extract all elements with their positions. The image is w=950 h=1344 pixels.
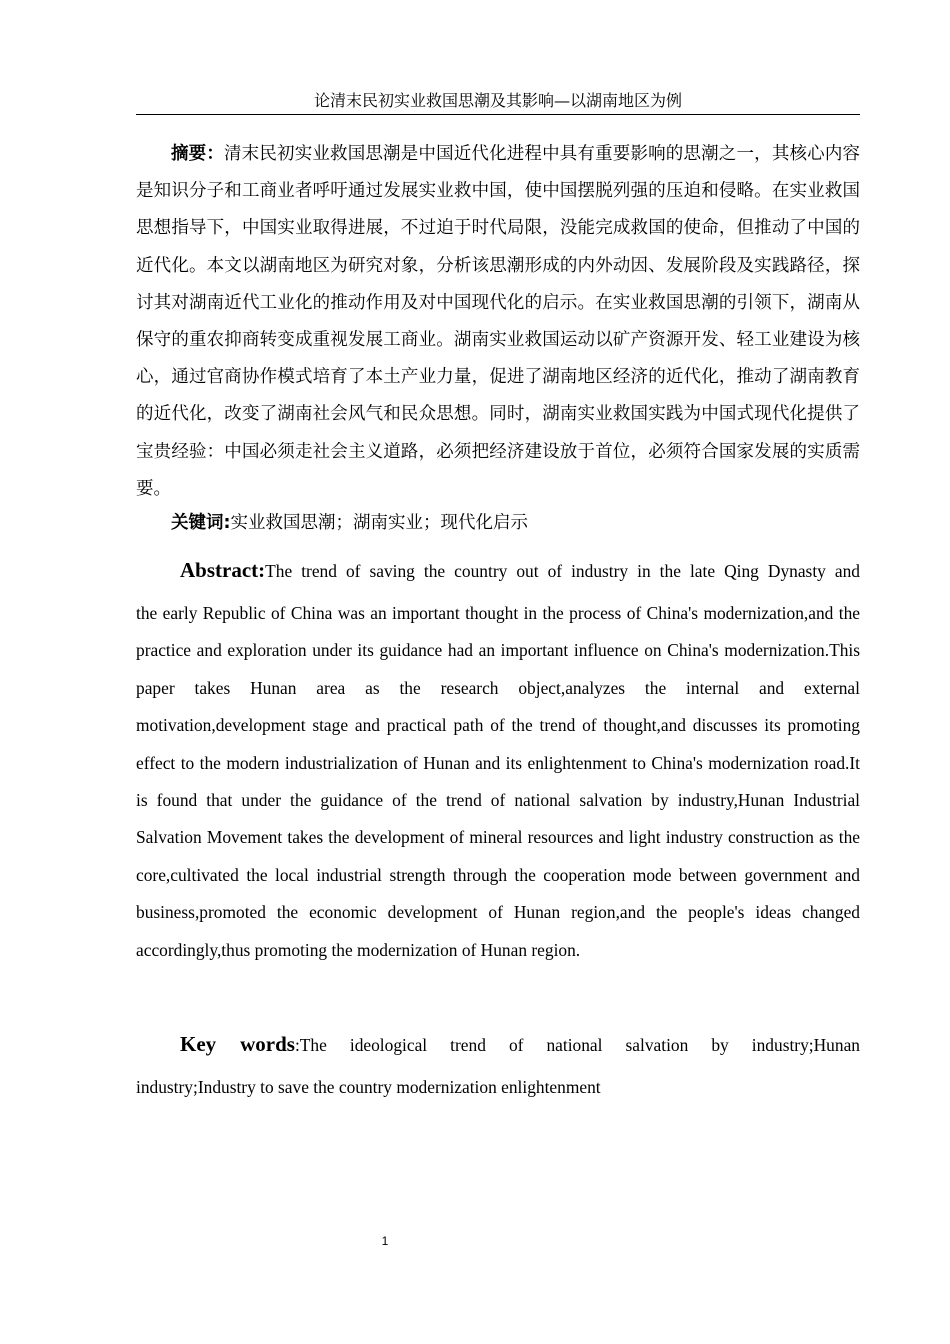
english-abstract-first-text: The trend of saving the country out of industry in the late Qing Dynasty and <box>265 561 860 581</box>
chinese-keywords-label: 关键词: <box>171 513 231 533</box>
english-keywords-label: Key words <box>180 1032 295 1056</box>
english-keywords-text: industry;Industry to save the country modernization enlightenment <box>136 1077 601 1097</box>
english-keywords-colon: : <box>294 1035 300 1055</box>
chinese-keywords <box>136 505 860 542</box>
english-abstract-label: Abstract: <box>180 558 266 582</box>
english-keywords <box>136 1022 860 1106</box>
english-keywords-first-line <box>136 1022 860 1069</box>
chinese-abstract-text: 清末民初实业救国思潮是中国近代化进程中具有重要影响的思潮之一，其核心内容是知识分子和工商业者呼吁通过发展实业救中国，使中国摆脱列强的压迫和侵略。在实业救国思想指导下，中国实业取得进展，不过迫于时代局限，没能完成救国的使命，但推动了中国的近代化。本文以湖南地区为研究对象，分析该思潮形成的内外动因、发展阶段及实践路径，探讨其对湖南近代工业化的推动作用及对中国现代化的启示。在实业救国思潮的引领下，湖南从保守的重农抑商转变成重视发展工商业。湖南实业救国运动以矿产资源开发、轻工业建设为核心，通过官商协作模式培育了本土产业力量，促进了湖南地区经济的近代化，推动了湖南教育的近代化，改变了湖南社会风气和民众思想。同时，湖南实业救国实践为中国式现代化提供了宝贵经验：中国必须走社会主义道路，必须把经济建设放于首位，必须符合国家发展的实质需要。 <box>136 144 860 499</box>
english-abstract <box>136 548 860 969</box>
english-abstract-first-line <box>136 548 860 595</box>
chinese-keywords-text: 实业救国思潮；湖南实业；现代化启示 <box>230 513 528 533</box>
chinese-abstract-label: 摘要： <box>171 144 225 164</box>
english-abstract-text: the early Republic of China was an important thought in the process of China's modernization,and the practice and exploration under its guidance had an important influence on China's modernization.This paper takes Hunan area as the research object,analyzes the internal and external motivation,development stage and practical path of the trend of thought,and discusses its promoting effect to the modern industrialization of Hunan and its enlightenment to China's modernization road.It is found that under the guidance of the trend of national salvation by industry,Hunan Industrial Salvation Movement takes the development of mineral resources and light industry construction as the core,cultivated the local industrial strength through the cooperation mode between government and business,promoted the economic development of Hunan region,and the people's ideas changed accordingly,thus promoting the modernization of Hunan region. <box>136 603 860 960</box>
page-number: 1 <box>381 1234 389 1248</box>
header-title: 论清末民初实业救国思潮及其影响—以湖南地区为例 <box>313 91 682 110</box>
english-keywords-first-text: The ideological trend of national salvation by industry;Hunan <box>299 1035 860 1055</box>
running-header <box>136 90 860 115</box>
chinese-abstract <box>136 136 860 508</box>
